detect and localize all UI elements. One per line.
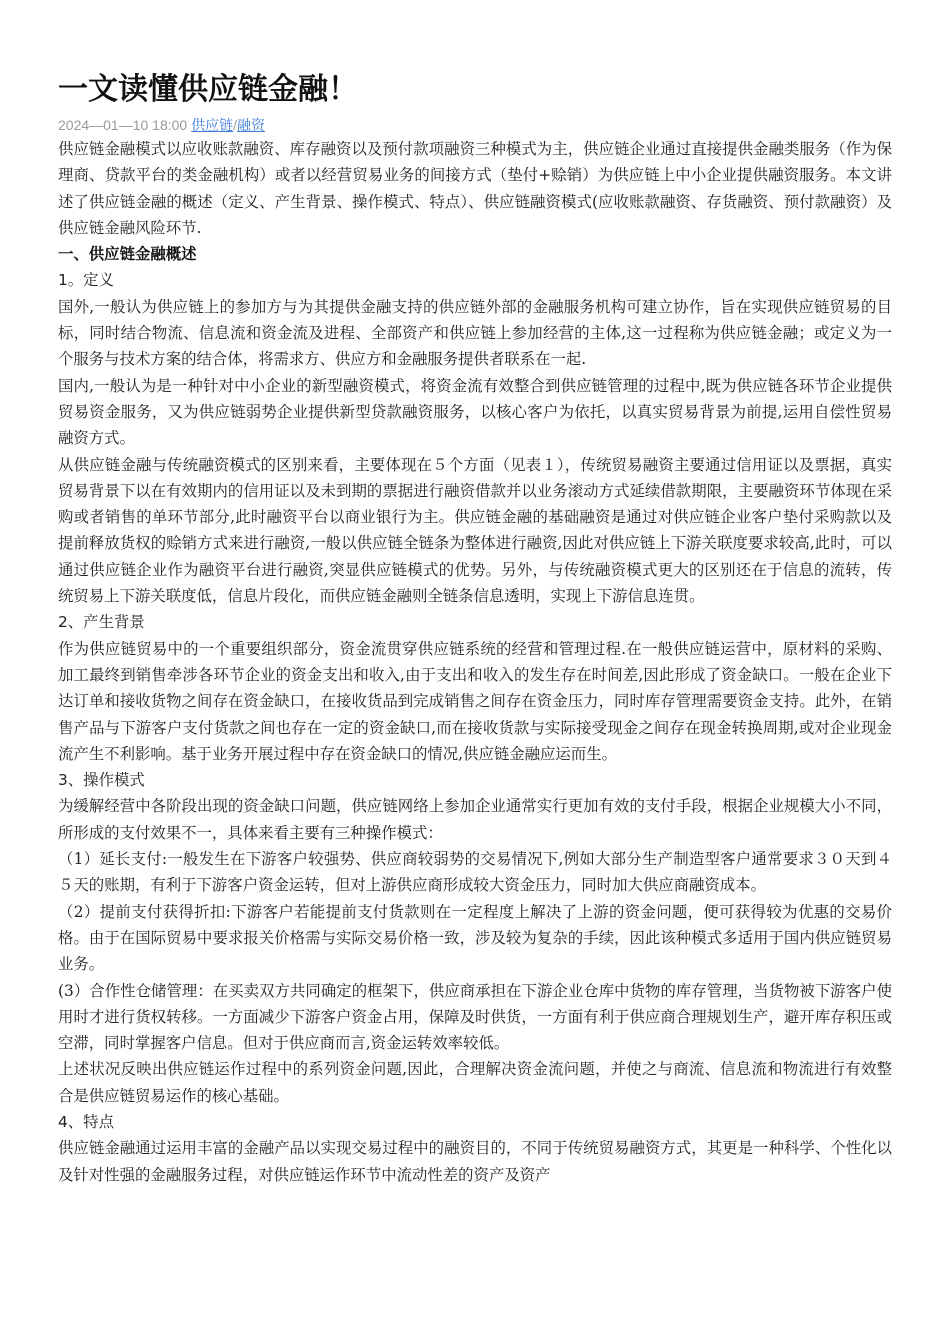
paragraph: （2）提前支付获得折扣:下游客户若能提前支付货款则在一定程度上解决了上游的资金问题，便可获得较为优惠的交易价格。由于在国际贸易中要求报关价格需与实际交易价格一致，涉及较为复杂的手续，因此该种模式多适用于国内供应链贸易业务。 bbox=[58, 902, 892, 974]
paragraph: 国外,一般认为供应链上的参加方与为其提供金融支持的供应链外部的金融服务机构可建立协作，旨在实现供应链贸易的目标，同时结合物流、信息流和资金流及进程、全部资产和供应链上参加经营的主体,这一过程称为供应链金融；或定义为一个服务与技术方案的结合体，将需求方、供应方和金融服务提供者联系在一起. bbox=[58, 297, 892, 369]
article-body bbox=[58, 136, 892, 1188]
paragraph: （1）延长支付:一般发生在下游客户较强势、供应商较弱势的交易情况下,例如大部分生产制造型客户通常要求３０天到４５天的账期，有利于下游客户资金运转，但对上游供应商形成较大资金压力，同时加大供应商融资成本。 bbox=[58, 850, 892, 895]
subheading-background: 2、产生背景 bbox=[58, 613, 145, 632]
article-meta bbox=[58, 114, 892, 136]
article-title: 一文读懂供应链金融！ bbox=[58, 72, 358, 107]
subheading-features: 4、特点 bbox=[58, 1112, 114, 1131]
paragraph: 供应链金融通过运用丰富的金融产品以实现交易过程中的融资目的，不同于传统贸易融资方式，其更是一种科学、个性化以及针对性强的金融服务过程，对供应链运作环节中流动性差的资产及资产 bbox=[58, 1139, 892, 1184]
paragraph: 国内,一般认为是一种针对中小企业的新型融资模式，将资金流有效整合到供应链管理的过程中,既为供应链各环节企业提供贸易资金服务，又为供应链弱势企业提供新型贷款融资服务，以核心客户为依托，以真实贸易背景为前提,运用自偿性贸易融资方式。 bbox=[58, 376, 892, 448]
tag-link-supply-chain[interactable]: 供应链 bbox=[191, 117, 234, 133]
paragraph: (3）合作性仓储管理：在买卖双方共同确定的框架下，供应商承担在下游企业仓库中货物的库存管理，当货物被下游客户使用时才进行货权转移。一方面减少下游客户资金占用，保障及时供货，一方面有利于供应商合理规划生产，避开库存积压或空滞，同时掌握客户信息。但对于供应商而言,资金运转效率较低。 bbox=[58, 981, 892, 1053]
paragraph: 作为供应链贸易中的一个重要组织部分，资金流贯穿供应链系统的经营和管理过程.在一般供应链运营中，原材料的采购、加工最终到销售牵涉各环节企业的资金支出和收入,由于支出和收入的发生存在时间差,因此形成了资金缺口。一般在企业下达订单和接收货物之间存在资金缺口，在接收货品到完成销售之间存在资金压力，同时库存管理需要资金支持。此外，在销售产品与下游客户支付货款之间也存在一定的资金缺口,而在接收货款与实际接受现金之间存在现金转换周期,或对企业现金流产生不利影响。基于业务开展过程中存在资金缺口的情况,供应链金融应运而生。 bbox=[58, 639, 892, 763]
tag-separator: / bbox=[233, 117, 237, 133]
subheading-operation-modes: 3、操作模式 bbox=[58, 771, 145, 790]
subheading-definition: 1。定义 bbox=[58, 271, 114, 290]
paragraph: 上述状况反映出供应链运作过程中的系列资金问题,因此，合理解决资金流问题，并使之与商流、信息流和物流进行有效整合是供应链贸易运作的核心基础。 bbox=[58, 1060, 892, 1105]
tag-link-financing[interactable]: 融资 bbox=[237, 117, 265, 133]
paragraph: 为缓解经营中各阶段出现的资金缺口问题，供应链网络上参加企业通常实行更加有效的支付手段，根据企业规模大小不同，所形成的支付效果不一，具体来看主要有三种操作模式： bbox=[58, 797, 892, 842]
section-heading-overview: 一、供应链金融概述 bbox=[58, 245, 197, 264]
intro-paragraph: 供应链金融模式以应收账款融资、库存融资以及预付款项融资三种模式为主，供应链企业通过直接提供金融类服务（作为保理商、贷款平台的类金融机构）或者以经营贸易业务的间接方式（垫付+赊销）为供应链上中小企业提供融资服务。本文讲述了供应链金融的概述（定义、产生背景、操作模式、特点）、供应链融资模式(应收账款融资、存货融资、预付款融资）及供应链金融风险环节. bbox=[58, 140, 892, 237]
publish-date: 2024—01—10 18:00 bbox=[58, 117, 188, 133]
paragraph: 从供应链金融与传统融资模式的区别来看，主要体现在５个方面（见表１），传统贸易融资主要通过信用证以及票据，真实贸易背景下以在有效期内的信用证以及未到期的票据进行融资借款并以业务滚动方式延续借款期限，主要融资环节体现在采购或者销售的单环节部分,此时融资平台以商业银行为主。供应链金融的基础融资是通过对供应链企业客户垫付采购款以及提前释放货权的赊销方式来进行融资,一般以供应链全链条为整体进行融资,因此对供应链上下游关联度要求较高,此时，可以通过供应链企业作为融资平台进行融资,突显供应链模式的优势。另外，与传统融资模式更大的区别还在于信息的流转，传统贸易上下游关联度低，信息片段化，而供应链金融则全链条信息透明，实现上下游信息连贯。 bbox=[58, 455, 892, 606]
